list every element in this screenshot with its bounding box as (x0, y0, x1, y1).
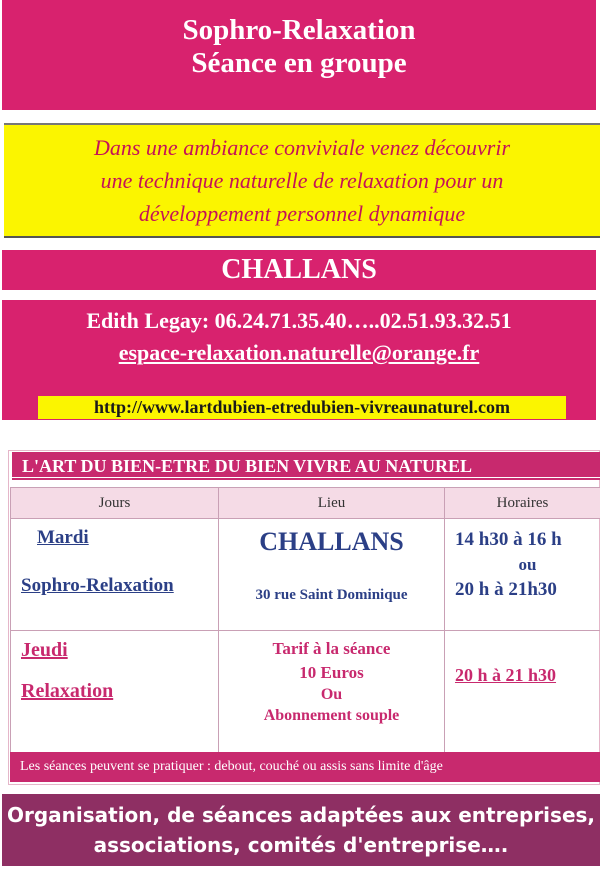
card-title-text: L'ART DU BIEN-ETRE DU BIEN VIVRE AU NATUREL (22, 456, 472, 476)
column-header-horaires: Horaires (445, 488, 600, 519)
location-city: CHALLANS (259, 527, 404, 556)
footer-line-1: Organisation, de séances adaptées aux entreprises, (6, 803, 596, 827)
intro-line-2: une technique naturelle de relaxation pour un (100, 168, 504, 193)
hours-slot-1: 14 h30 à 16 h (455, 529, 562, 550)
table-header-row (11, 488, 600, 519)
footer-banner (2, 794, 600, 866)
table-row (11, 519, 600, 631)
tarif-or: Ou (320, 686, 343, 703)
day-label: Mardi (37, 527, 89, 548)
tarif-subscription: Abonnement souple (263, 707, 400, 724)
hours-cell (445, 519, 600, 631)
notice-bar: Les séances peuvent se pratiquer : debout, couché ou assis sans limite d'âge (10, 752, 600, 782)
activity-label: Sophro-Relaxation (21, 575, 174, 596)
day-cell (11, 631, 219, 753)
tarif-cell (219, 631, 445, 753)
city-banner: CHALLANS (2, 250, 596, 290)
day-label: Jeudi (21, 639, 68, 661)
hours-slot-2: 20 h à 21h30 (455, 579, 557, 600)
table-row (11, 631, 600, 753)
footer-line-2: associations, comités d'entreprise…. (93, 833, 509, 857)
column-header-lieu: Lieu (219, 488, 445, 519)
card-title (12, 452, 600, 480)
schedule-table (10, 487, 600, 753)
hours-slot: 20 h à 21 h30 (455, 665, 557, 685)
location-cell (219, 519, 445, 631)
header-banner (2, 0, 596, 110)
intro-box (4, 123, 600, 238)
contact-box (2, 300, 596, 420)
header-subtitle: Séance en groupe (191, 47, 407, 79)
day-cell (11, 519, 219, 631)
column-header-jours: Jours (11, 488, 219, 519)
intro-line-1: Dans une ambiance conviviale venez découvrir (93, 135, 511, 160)
intro-line-3: développement personnel dynamique (138, 201, 466, 226)
hours-or: ou (518, 555, 537, 574)
contact-phones: Edith Legay: 06.24.71.35.40…..02.51.93.32.51 (86, 308, 512, 333)
tarif-label: Tarif à la séance (272, 639, 391, 658)
tarif-price: 10 Euros (299, 663, 364, 682)
title-divider (12, 477, 600, 478)
contact-email-link[interactable]: espace-relaxation.naturelle@orange.fr (118, 340, 480, 365)
website-link[interactable]: http://www.lartdubien-etredubien-vivreaunaturel.com (38, 396, 566, 419)
hours-cell (445, 631, 600, 753)
header-title: Sophro-Relaxation (182, 14, 416, 46)
activity-label: Relaxation (21, 680, 114, 702)
location-address: 30 rue Saint Dominique (255, 587, 408, 603)
